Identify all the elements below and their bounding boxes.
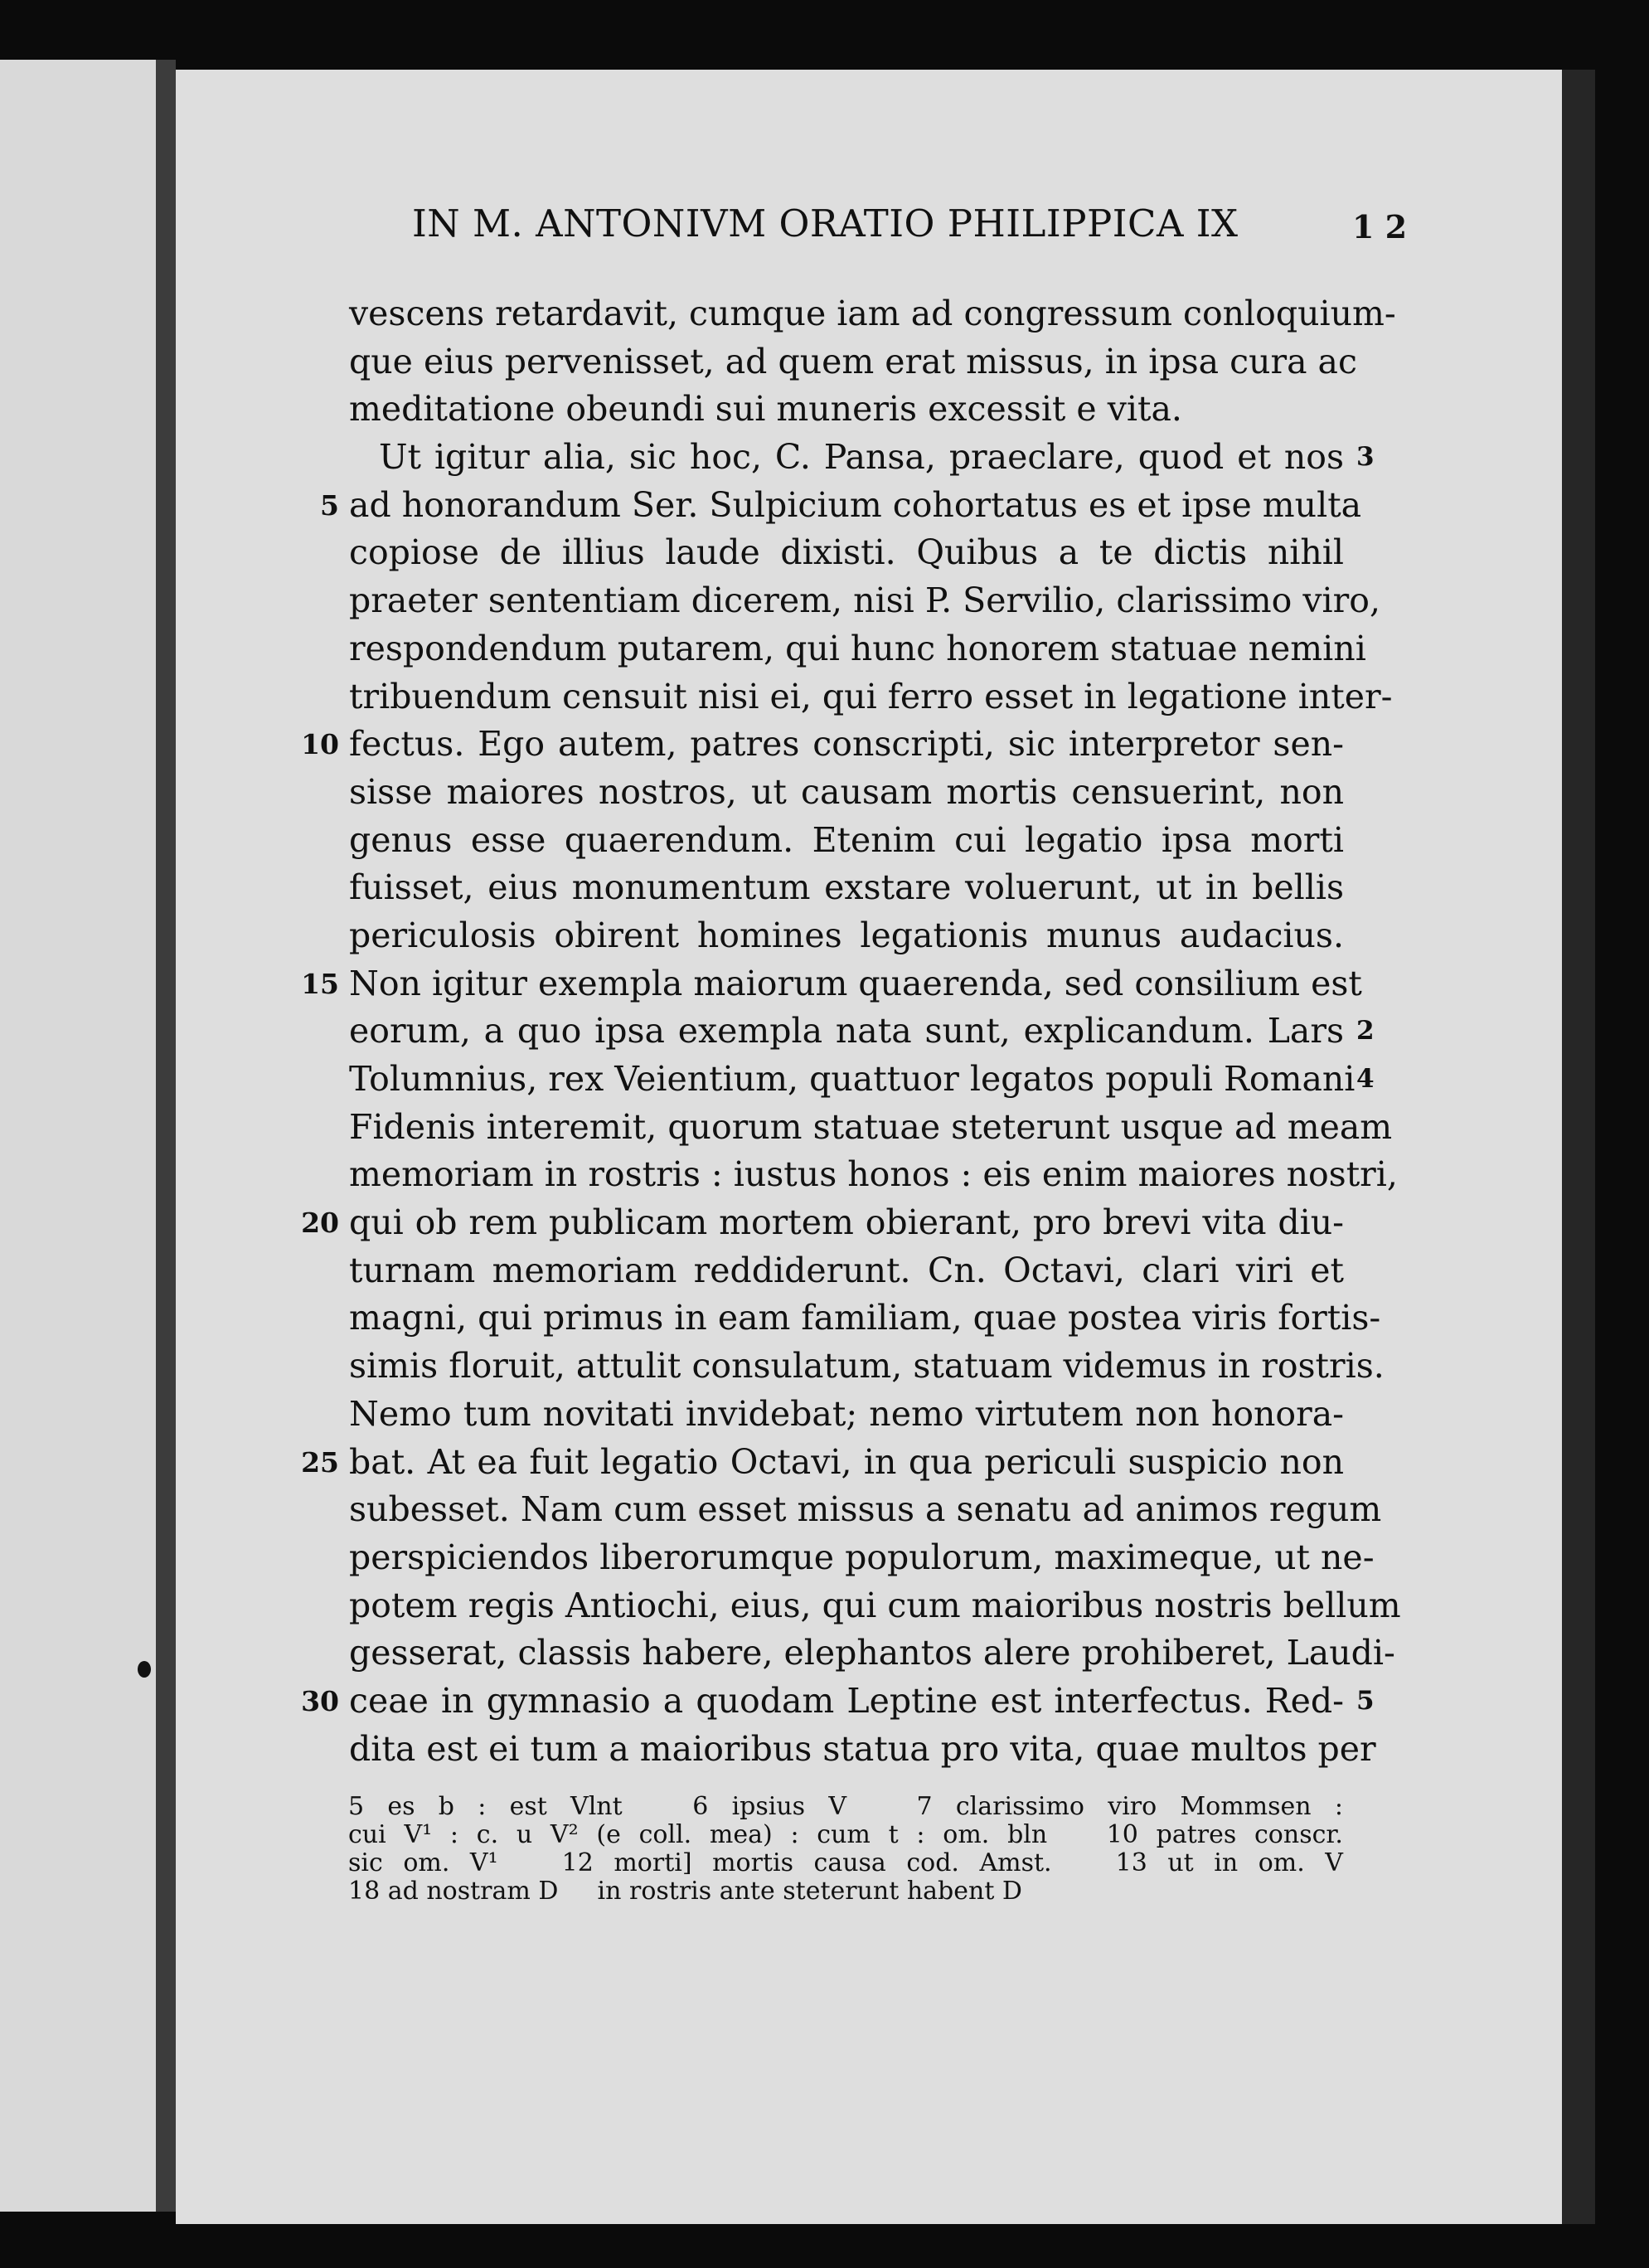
left-page-edge bbox=[0, 60, 166, 2212]
line-number: 5 bbox=[320, 488, 339, 522]
text-line bbox=[349, 1343, 1385, 1391]
text-line bbox=[349, 625, 1366, 673]
line-number: 25 bbox=[301, 1445, 339, 1479]
text-line-content: copiose de illius laude dixisti. Quibus a te dictis nihil bbox=[349, 532, 1344, 573]
text-line bbox=[349, 529, 1344, 577]
text-line bbox=[349, 386, 1344, 434]
text-line-content: bat. At ea fuit legatio Octavi, in qua periculi suspicio non bbox=[349, 1441, 1344, 1482]
apparatus-entry: 12 morti] mortis causa cod. Amst. bbox=[561, 1848, 1052, 1877]
text-line-content: dita est ei tum a maioribus statua pro vita, quae multos per bbox=[349, 1728, 1376, 1769]
text-line bbox=[349, 1582, 1401, 1630]
apparatus-entry: cui V¹ : c. u V² (e coll. mea) : cum t : om. bln bbox=[348, 1820, 1048, 1849]
line-number: 15 bbox=[301, 967, 339, 1000]
apparatus-entry: 18 ad nostram D bbox=[348, 1877, 559, 1906]
text-line bbox=[349, 1151, 1398, 1199]
text-line-content: vescens retardavit, cumque iam ad congressum conloquium- bbox=[349, 294, 1396, 333]
apparatus-entry: 6 ipsius V bbox=[692, 1792, 846, 1821]
apparatus-line bbox=[348, 1821, 1343, 1849]
apparatus-entry: 13 ut in om. V bbox=[1115, 1848, 1343, 1877]
text-line bbox=[349, 1294, 1381, 1343]
main-text bbox=[301, 290, 1401, 1773]
text-line bbox=[349, 1247, 1344, 1295]
text-line-content: que eius pervenisset, ad quem erat missus, in ipsa cura ac bbox=[349, 341, 1357, 381]
text-line-content: gesserat, classis habere, elephantos alere prohiberet, Laudi- bbox=[349, 1633, 1395, 1673]
text-line bbox=[301, 1439, 1344, 1487]
apparatus-line bbox=[348, 1849, 1343, 1877]
text-line-content: perspiciendos liberorumque populorum, maximeque, ut ne- bbox=[349, 1537, 1375, 1577]
text-line bbox=[349, 1008, 1375, 1056]
running-header: IN M. ANTONIVM ORATIO PHILIPPICA IX bbox=[412, 202, 1239, 245]
text-line-content: simis floruit, attulit consulatum, statuam videmus in rostris. bbox=[349, 1346, 1385, 1387]
text-line bbox=[301, 721, 1344, 769]
page-number: 1 2 bbox=[1352, 208, 1408, 245]
apparatus-line bbox=[348, 1793, 1343, 1821]
text-line bbox=[349, 434, 1375, 482]
text-line-content: fuisset, eius monumentum exstare voluerunt, ut in bellis bbox=[349, 867, 1344, 908]
text-line-content: turnam memoriam reddiderunt. Cn. Octavi, clari viri et bbox=[349, 1250, 1344, 1290]
text-line bbox=[349, 1104, 1393, 1152]
book-gutter bbox=[156, 60, 176, 2212]
section-number: 2 bbox=[1356, 1016, 1375, 1047]
apparatus-entry: 7 clarissimo viro Mommsen : bbox=[916, 1792, 1343, 1821]
text-line-content: ceae in gymnasio a quodam Leptine est interfectus. Red- bbox=[349, 1680, 1344, 1721]
apparatus-entry: 5 es b : est Vlnt bbox=[348, 1792, 623, 1821]
text-line-content: Fidenis interemit, quorum statuae steterunt usque ad meam bbox=[349, 1106, 1393, 1147]
text-line bbox=[349, 338, 1357, 386]
line-number: 20 bbox=[301, 1207, 339, 1240]
text-line-content: eorum, a quo ipsa exempla nata sunt, explicandum. Lars bbox=[349, 1011, 1344, 1051]
text-line-content: tribuendum censuit nisi ei, qui ferro esset in legatione inter- bbox=[349, 676, 1393, 716]
text-line bbox=[349, 1486, 1382, 1534]
text-line-content: sisse maiores nostros, ut causam mortis censuerint, non bbox=[349, 771, 1344, 812]
text-line bbox=[301, 1199, 1344, 1247]
text-line bbox=[349, 769, 1344, 817]
text-line-content: ad honorandum Ser. Sulpicium cohortatus es et ipse multa bbox=[349, 484, 1362, 525]
text-line-content: Non igitur exempla maiorum quaerenda, sed consilium est bbox=[349, 963, 1362, 1003]
section-number: 4 bbox=[1356, 1064, 1375, 1094]
text-line-content: Ut igitur alia, sic hoc, C. Pansa, praeclare, quod et nos bbox=[379, 437, 1344, 478]
text-line-content: memoriam in rostris : iustus honos : eis enim maiores nostri, bbox=[349, 1154, 1398, 1195]
text-line bbox=[349, 1534, 1375, 1582]
section-number: 3 bbox=[1356, 442, 1375, 473]
text-line bbox=[349, 577, 1380, 625]
apparatus-entry: in rostris ante steterunt habent D bbox=[597, 1877, 1022, 1906]
line-number: 10 bbox=[301, 728, 339, 761]
scan-bottom-border bbox=[0, 2224, 1649, 2268]
text-line bbox=[349, 912, 1344, 960]
text-line-content: potem regis Antiochi, eius, qui cum maioribus nostris bellum bbox=[349, 1585, 1401, 1625]
text-line-content: Nemo tum novitati invidebat; nemo virtutem non honora- bbox=[349, 1393, 1344, 1434]
critical-apparatus bbox=[348, 1793, 1343, 1906]
section-number: 5 bbox=[1356, 1685, 1375, 1716]
text-line-content: qui ob rem publicam mortem obierant, pro brevi vita diu- bbox=[349, 1202, 1344, 1243]
text-line bbox=[349, 1056, 1375, 1104]
text-line bbox=[301, 1678, 1375, 1726]
text-line-content: fectus. Ego autem, patres conscripti, sic interpretor sen- bbox=[349, 724, 1344, 765]
text-line-content: periculosis obirent homines legationis munus audacius. bbox=[349, 915, 1344, 955]
text-line-content: magni, qui primus in eam familiam, quae postea viris fortis- bbox=[349, 1298, 1381, 1338]
text-line bbox=[349, 673, 1393, 721]
apparatus-entry: 10 patres conscr. bbox=[1106, 1820, 1343, 1849]
spine-mark bbox=[138, 1661, 151, 1678]
text-line bbox=[349, 1726, 1376, 1774]
text-line bbox=[349, 1391, 1344, 1439]
text-line-content: respondendum putarem, qui hunc honorem statuae nemini bbox=[349, 628, 1366, 668]
text-line-content: meditatione obeundi sui muneris excessit e vita. bbox=[349, 389, 1182, 430]
apparatus-line bbox=[348, 1877, 1343, 1906]
text-line bbox=[349, 290, 1396, 338]
line-number: 30 bbox=[301, 1684, 339, 1717]
text-line bbox=[301, 960, 1362, 1008]
text-line-content: subesset. Nam cum esset missus a senatu ad animos regum bbox=[349, 1489, 1382, 1530]
text-line bbox=[349, 1629, 1395, 1678]
text-line bbox=[349, 817, 1344, 865]
apparatus-entry: sic om. V¹ bbox=[348, 1848, 498, 1877]
text-line bbox=[320, 482, 1362, 530]
text-line-content: Tolumnius, rex Veientium, quattuor legatos populi Romani bbox=[349, 1059, 1356, 1099]
text-line-content: genus esse quaerendum. Etenim cui legatio ipsa morti bbox=[349, 819, 1344, 860]
text-line-content: praeter sententiam dicerem, nisi P. Servilio, clarissimo viro, bbox=[349, 580, 1380, 621]
page-shadow bbox=[1562, 70, 1595, 2224]
text-line bbox=[349, 864, 1344, 912]
